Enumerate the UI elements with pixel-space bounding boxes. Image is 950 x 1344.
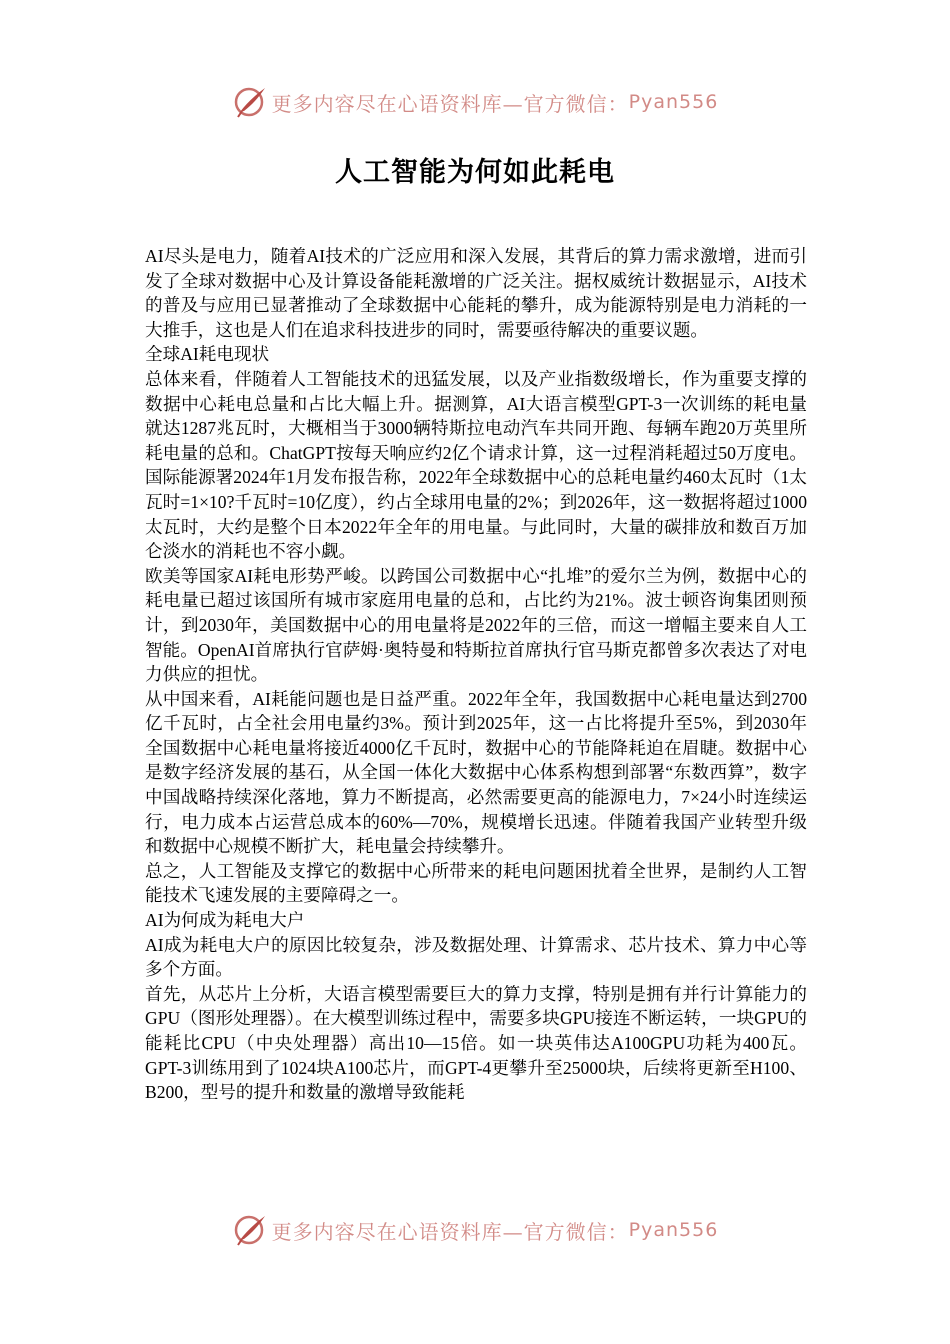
watermark-header	[0, 82, 950, 122]
watermark-wechat-id: Pyan556	[628, 1219, 719, 1241]
quill-logo-icon	[232, 1212, 268, 1248]
paragraph-reasons: AI成为耗电大户的原因比较复杂，涉及数据处理、计算需求、芯片技术、算力中心等多个方面。	[145, 934, 807, 980]
watermark-wechat-id: Pyan556	[628, 91, 719, 113]
section-heading-global-status: 全球AI耗电现状	[145, 344, 270, 365]
section-heading-why-ai-consumes-power: AI为何成为耗电大户	[145, 910, 305, 931]
paragraph-global-overview: 总体来看，伴随着人工智能技术的迅猛发展，以及产业指数级增长，作为重要支撑的数据中心耗电总量和占比大幅上升。据测算，AI大语言模型GPT-3一次训练的耗电量就达1287兆瓦时，大概相当于3000辆特斯拉电动汽车共同开跑、每辆车跑20万英里所耗电量的总和。ChatGPT按每天响应约2亿个请求计算，这一过程消耗超过50万度电。国际能源署2024年1月发布报告称，2022年全球数据中心的总耗电量约460太瓦时（1太瓦时=1×10?千瓦时=10亿度），约占全球用电量的2%；到2026年，这一数据将超过1000太瓦时，大约是整个日本2022年全年的用电量。与此同时，大量的碳排放和数百万加仑淡水的消耗也不容小觑。	[145, 368, 807, 562]
watermark-text: 更多内容尽在心语资料库—官方微信：	[271, 1219, 629, 1244]
document-body	[145, 244, 807, 1105]
paragraph-china: 从中国来看，AI耗能问题也是日益严重。2022年全年，我国数据中心耗电量达到2700亿千瓦时，占全社会用电量约3%。预计到2025年，这一占比将提升至5%，到2030年全国数据中心耗电量将接近4000亿千瓦时，数据中心的节能降耗迫在眉睫。数据中心是数字经济发展的基石，从全国一体化大数据中心体系构想到部署“东数西算”，数字中国战略持续深化落地，算力不断提高，必然需要更高的能源电力，7×24小时连续运行，电力成本占运营总成本的60%—70%，规模增长迅速。伴随着我国产业转型升级和数据中心规模不断扩大，耗电量会持续攀升。	[145, 688, 807, 857]
paragraph-chips: 首先，从芯片上分析，大语言模型需要巨大的算力支撑，特别是拥有并行计算能力的GPU（图形处理器）。在大模型训练过程中，需要多块GPU接连不断运转，一块GPU的能耗比CPU（中央处理器）高出10—15倍。如一块英伟达A100GPU功耗为400瓦。GPT-3训练用到了1024块A100芯片，而GPT-4更攀升至25000块，后续将更新至H100、B200，型号的提升和数量的激增导致能耗	[145, 983, 807, 1103]
paragraph-europe-us: 欧美等国家AI耗电形势严峻。以跨国公司数据中心“扎堆”的爱尔兰为例，数据中心的耗电量已超过该国所有城市家庭用电量的总和，占比约为21%。波士顿咨询集团则预计，到2030年，美国数据中心的用电量将是2022年的三倍，而这一增幅主要来自人工智能。OpenAI首席执行官萨姆·奥特曼和特斯拉首席执行官马斯克都曾多次表达了对电力供应的担忧。	[145, 565, 807, 685]
quill-logo-icon	[232, 84, 268, 120]
watermark-text: 更多内容尽在心语资料库—官方微信：	[271, 91, 629, 116]
paragraph-intro: AI尽头是电力，随着AI技术的广泛应用和深入发展，其背后的算力需求激增，进而引发了全球对数据中心及计算设备能耗激增的广泛关注。据权威统计数据显示，AI技术的普及与应用已显著推动了全球数据中心能耗的攀升，成为能源特别是电力消耗的一大推手，这也是人们在追求科技进步的同时，需要亟待解决的重要议题。	[145, 246, 807, 340]
paragraph-summary: 总之，人工智能及支撑它的数据中心所带来的耗电问题困扰着全世界，是制约人工智能技术飞速发展的主要障碍之一。	[145, 860, 807, 906]
document-title: 人工智能为何如此耗电	[335, 157, 615, 188]
watermark-footer	[0, 1210, 950, 1250]
